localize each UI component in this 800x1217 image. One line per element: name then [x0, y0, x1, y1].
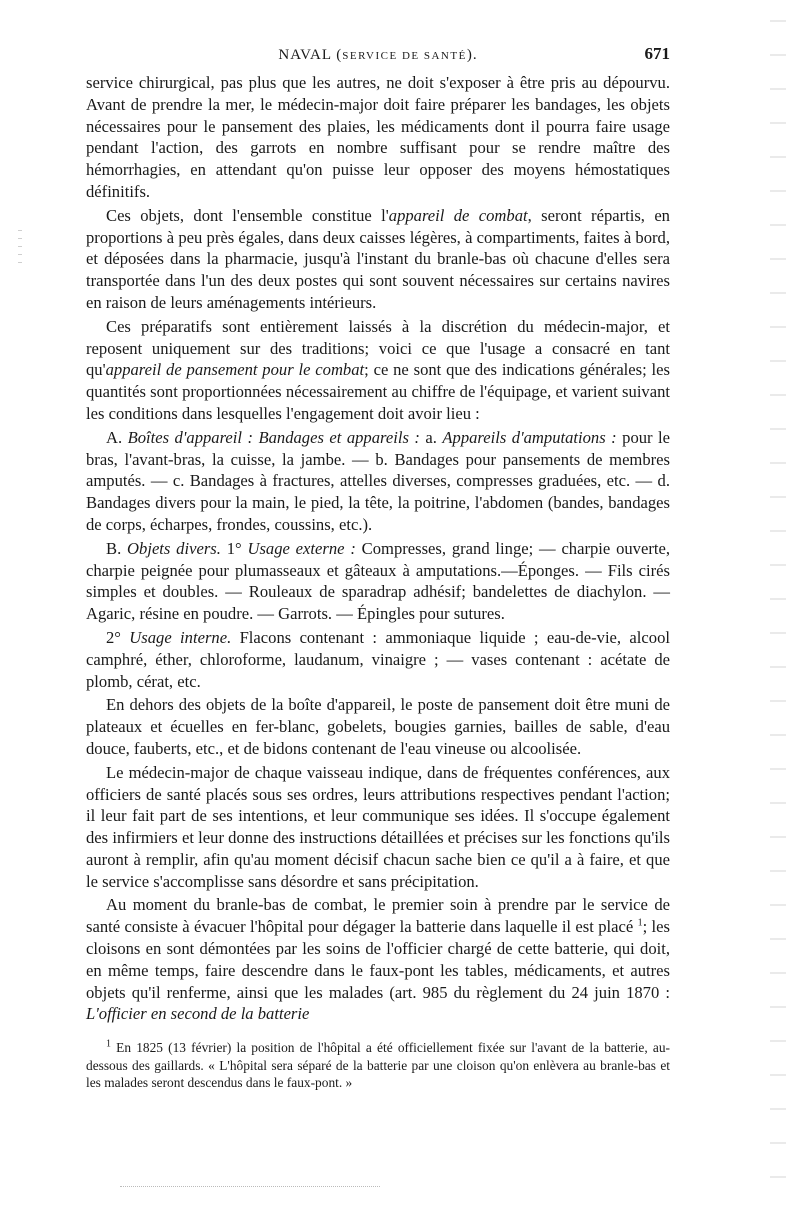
paragraph — [86, 894, 670, 1025]
text-run: B. — [106, 538, 128, 558]
scan-margin-marks — [770, 20, 786, 1190]
italic-text: Usage externe : — [247, 538, 356, 558]
paragraph — [86, 205, 670, 314]
paragraph — [86, 72, 670, 203]
text-run: ; ce ne sont que des indications générales; les quantités sont proportionnées nécessairement au chiffre de l'équipage, et varient suivant les conditions dans lesquelles l'engagement doit avoir lieu : — [86, 360, 670, 423]
paragraph — [86, 538, 670, 625]
text-run: Flacons contenant : ammoniaque liquide ; eau-de-vie, alcool camphré, éther, chloroforme, laudanum, vinaigre ; — vases contenant : acétate de plomb, cérat, etc. — [86, 627, 670, 691]
text-run: Le médecin-major de chaque vaisseau indique, dans de fréquentes conférences, aux officiers de santé placés sous ses ordres, leurs attributions respectives pendant l'action; il leur fait part de ses intentions, et leur communique ses idées. Il s'occupe également des infirmiers et leur donne des instructions détaillées et précises sur les fonctions qu'ils auront à remplir, afin qu'au moment décisif chacun sache bien ce qu'il a à faire, et que le service s'accomplisse sans désordre et sans précipitation. — [86, 762, 670, 891]
paragraph — [86, 694, 670, 759]
italic-text: Usage interne. — [129, 627, 232, 647]
page-number: 671 — [644, 44, 670, 63]
text-run: Ces objets, dont l'ensemble constitue l' — [106, 205, 389, 225]
paragraph — [86, 427, 670, 536]
text-run: , seront répartis, en proportions à peu près égales, dans deux caisses légères, à compartiments, faites à bord, et déposées dans la pharmacie, jusqu'à l'instant du branle-bas où chacune d'elles sera transportée dans l'un des deux postes qui sont souvent nécessaires sur certains navires en raison de leurs aménagements intérieurs. — [86, 205, 670, 312]
italic-text: Objets divers. — [127, 538, 221, 558]
text-run: service chirurgical, pas plus que les autres, ne doit s'exposer à être pris au dépourvu. Avant de prendre la mer, le médecin-major doit faire préparer les bandages, les objets nécessaires pour le pansement des plaies, les médicaments dont il pourra faire usage pendant l'action, des garrots en nombre suffisant pour se rendre maître des hémorrhagies, en attendant qu'on puisse leur opposer des moyens hémostatiques définitifs. — [86, 73, 670, 201]
text-run: pour le bras, l'avant-bras, la cuisse, la jambe. — b. Bandages pour pansements de membres amputés. — c. Bandages à fractures, attelles diverses, compresses graduées, etc. — d. Bandages divers pour la main, le pied, la tête, la poitrine, l'abdomen (bandes, bandages de corps, écharpes, frondes, coussins, etc.). — [86, 427, 671, 534]
text-run: 1° — [220, 538, 248, 558]
text-run: A. — [106, 427, 128, 447]
footnote-marker: 1 — [637, 917, 643, 929]
text-run: Ces préparatifs sont entièrement laissés à la discrétion du médecin-major, et reposent uniquement sur des traditions; voici ce que l'usage a consacré en tant qu' — [86, 316, 670, 380]
text-run: Compresses, grand linge; — charpie ouverte, charpie peignée pour plumasseaux et gâteaux à amputations.—Éponges. — Fils cirés simples et doubles. — Rouleaux de sparadrap adhésif; bandelettes de diachylon. — Agaric, résine en poudre. — Garrots. — Épingles pour sutures. — [86, 538, 670, 624]
italic-text: appareil de pansement pour le combat — [105, 360, 365, 380]
footnote — [86, 1039, 670, 1092]
text-run: ; les cloisons en sont démontées par les soins de l'officier chargé de cette batterie, qui doit, en même temps, faire descendre dans le faux-pont les tables, médicaments, et autres objets qu'il renferme, ainsi que les malades (art. 985 du règlement du 24 juin 1870 : — [86, 917, 670, 1002]
paragraph — [86, 627, 670, 692]
document-page — [86, 44, 670, 1092]
body-text — [86, 72, 670, 1025]
italic-text: Appareils d'amputations : — [442, 427, 617, 447]
text-run: En 1825 (13 février) la position de l'hôpital a été officiellement fixée sur l'avant de la batterie, au-dessous des gaillards. « L'hôpital sera séparé de la batterie par une cloison qu'on enlèvera au branle-bas et les malades seront descendus dans le faux-pont. » — [86, 1040, 670, 1091]
page-header — [86, 44, 670, 68]
scan-bottom-mark — [120, 1186, 380, 1191]
italic-text: appareil de combat — [388, 205, 528, 225]
paragraph — [86, 316, 670, 425]
running-head-end: ). — [466, 47, 478, 63]
footnote-marker: 1 — [106, 1038, 111, 1050]
scan-left-marks — [18, 230, 22, 270]
text-run: 2° — [106, 627, 130, 647]
text-run: En dehors des objets de la boîte d'appareil, le poste de pansement doit être muni de plateaux et écuelles en fer-blanc, gobelets, bougies garnies, bailles de sable, d'eau douce, fauberts, etc., et de bidons contenant de l'eau vineuse ou alcoolisée. — [86, 695, 670, 758]
running-head — [86, 47, 670, 64]
paragraph — [86, 762, 670, 893]
running-head-smallcaps: SERVICE DE SANTÉ — [342, 50, 467, 62]
italic-text: L'officier en second de la batterie — [86, 1004, 310, 1024]
text-run: a. — [419, 427, 443, 447]
running-head-main: NAVAL ( — [278, 47, 343, 63]
italic-text: Boîtes d'appareil : Bandages et appareils : — [127, 427, 420, 447]
text-run: Au moment du branle-bas de combat, le premier soin à prendre par le service de santé consiste à évacuer l'hôpital pour dégager la batterie dans laquelle il est placé — [86, 895, 670, 937]
footnotes — [86, 1039, 670, 1092]
